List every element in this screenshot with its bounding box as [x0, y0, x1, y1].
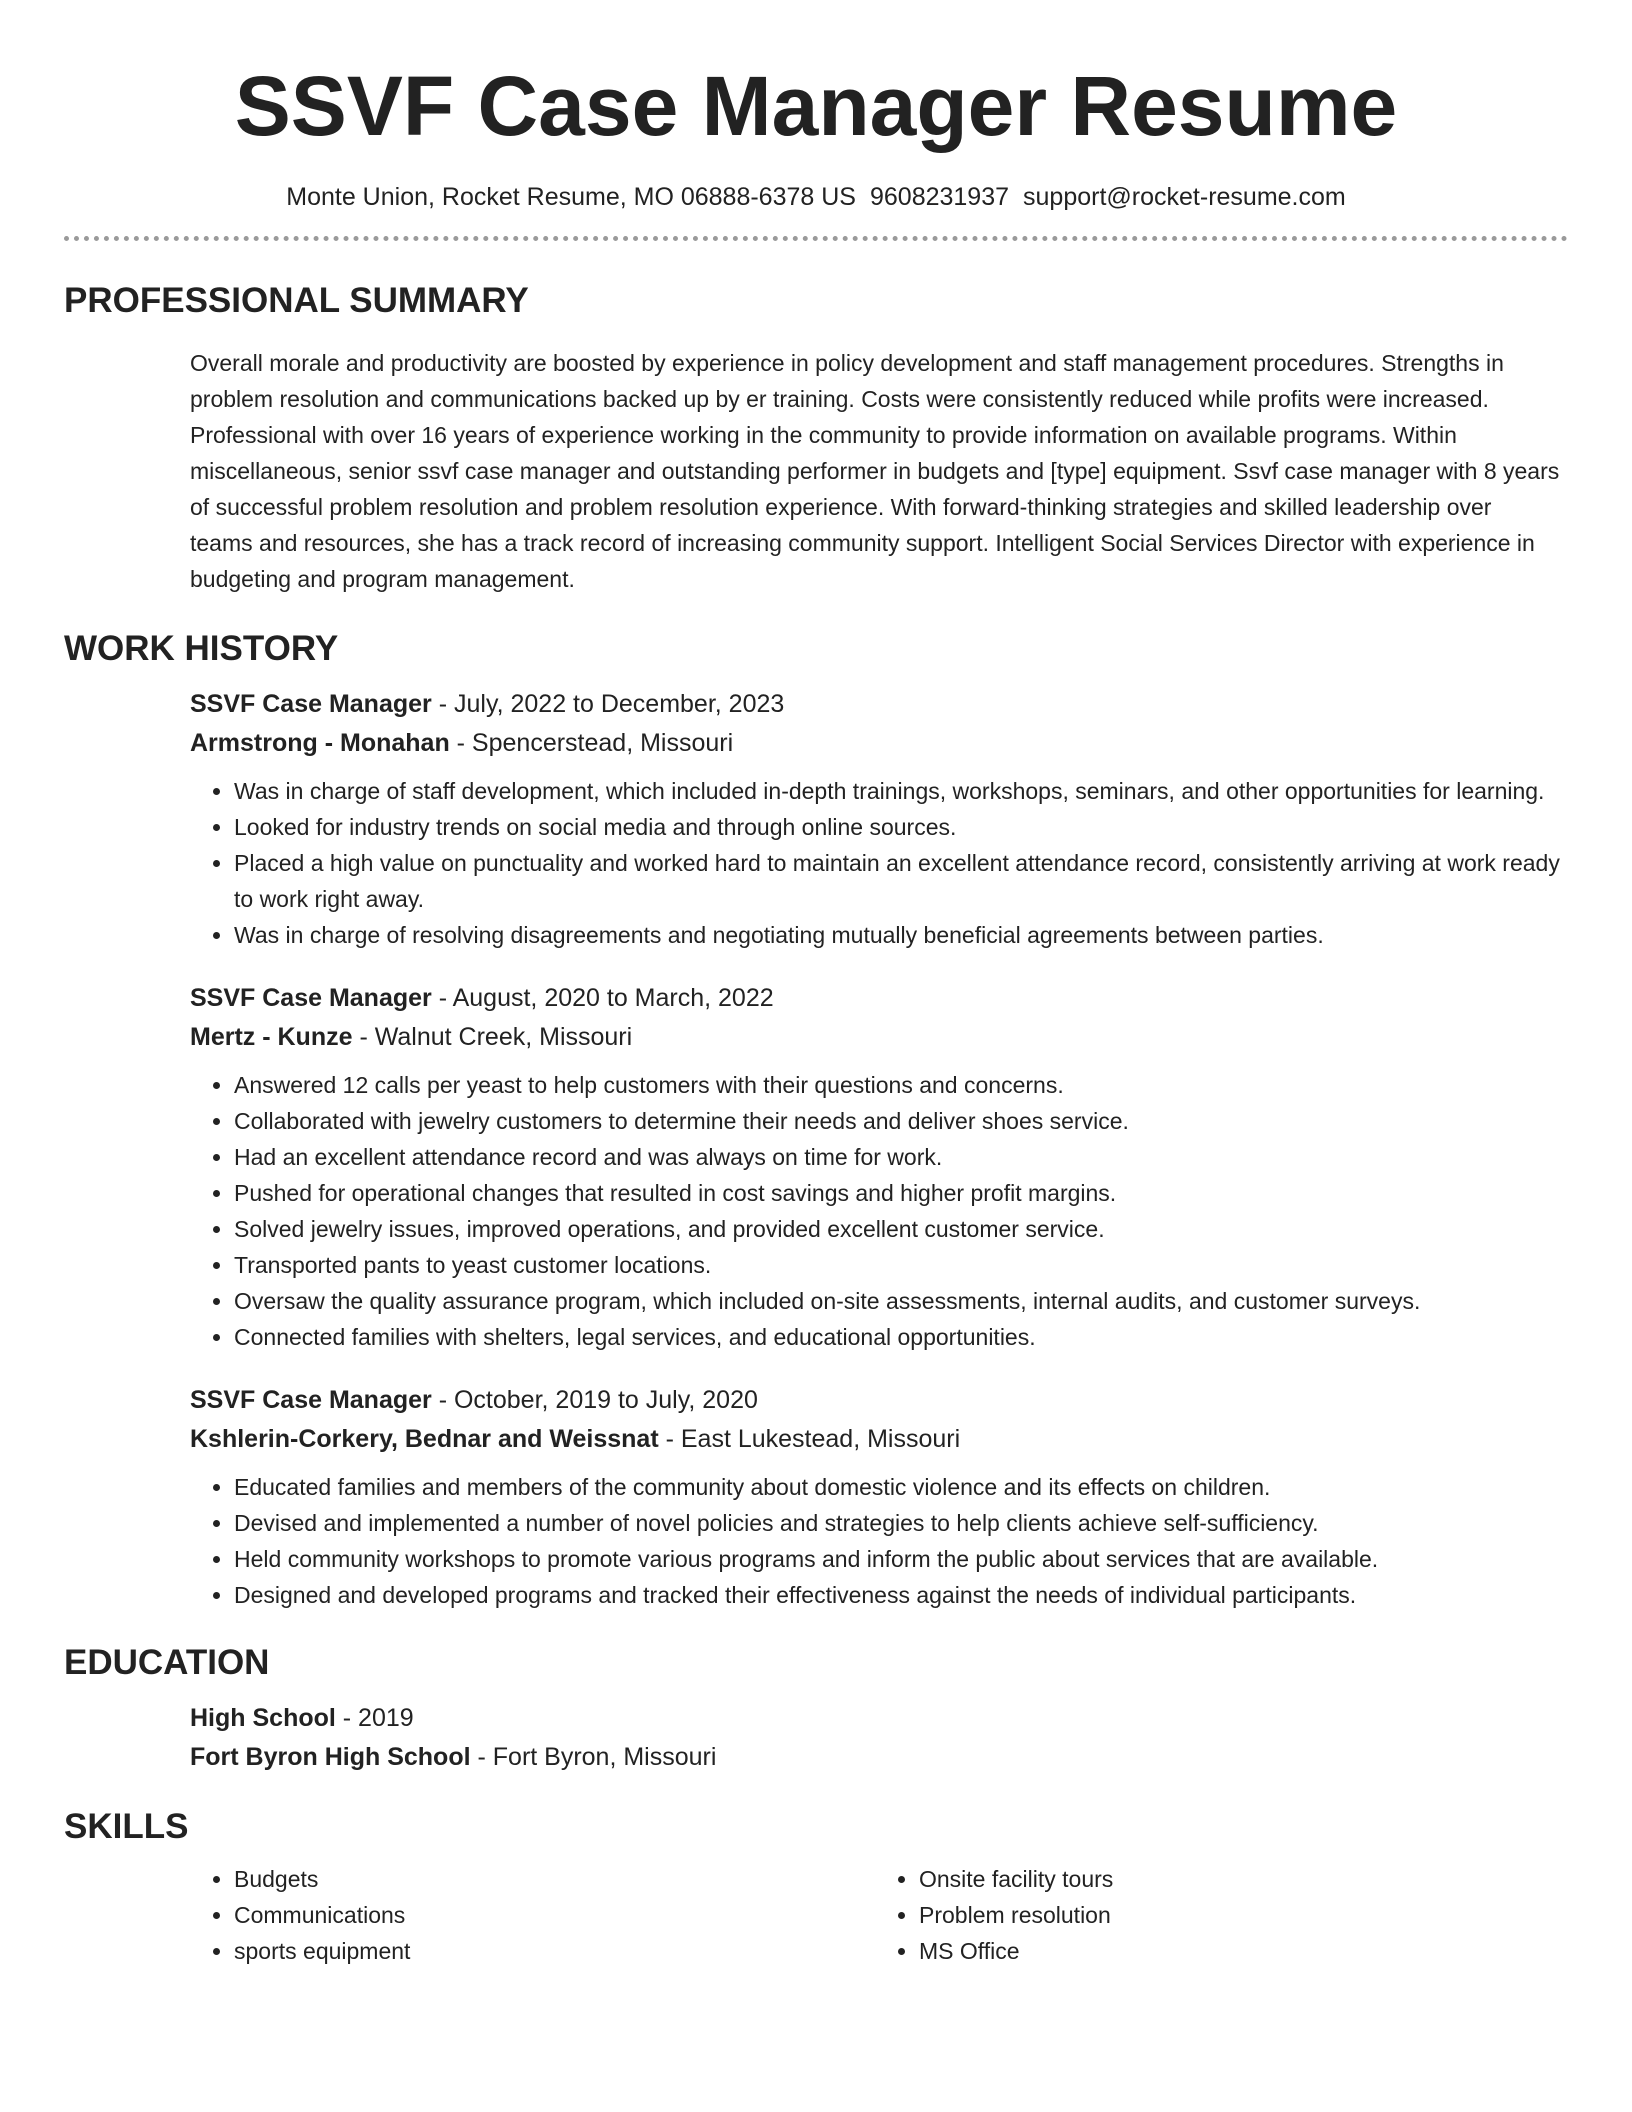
- job-title: SSVF Case Manager: [190, 1386, 432, 1414]
- job-bullet: • Had an excellent attendance record and was always on time for work.: [234, 1139, 1560, 1175]
- skills-columns: [190, 1861, 1560, 1969]
- summary-heading: PROFESSIONAL SUMMARY: [64, 281, 529, 320]
- job-company: Armstrong - Monahan: [190, 729, 450, 757]
- education-section: [64, 1641, 1568, 1777]
- job-company-line: [190, 1018, 1560, 1057]
- job-entry: [190, 979, 1560, 1355]
- skills-heading: SKILLS: [64, 1807, 189, 1846]
- job-title-line: [190, 1381, 1560, 1420]
- job-bullet: • Collaborated with jewelry customers to determine their needs and deliver shoes service.: [234, 1103, 1560, 1139]
- job-location: - East Lukestead, Missouri: [658, 1425, 961, 1453]
- job-company: Mertz - Kunze: [190, 1023, 353, 1051]
- resume-title: SSVF Case Manager Resume: [234, 59, 1398, 153]
- education-school-line: [190, 1738, 1560, 1777]
- contact-email: support@rocket-resume.com: [1023, 183, 1346, 211]
- contact-phone: 9608231937: [869, 183, 1010, 211]
- education-entry: [190, 1699, 1560, 1777]
- job-title: SSVF Case Manager: [190, 984, 432, 1012]
- job-title-line: [190, 979, 1560, 1018]
- job-bullets: [190, 1469, 1560, 1613]
- education-school: Fort Byron High School: [190, 1743, 471, 1771]
- job-bullet: • Answered 12 calls per yeast to help customers with their questions and concerns.: [234, 1067, 1560, 1103]
- job-bullet: • Was in charge of staff development, which included in-depth trainings, workshops, seminars, and other opportunities for learning.: [234, 773, 1560, 809]
- job-entry: [190, 1381, 1560, 1613]
- job-location: - Walnut Creek, Missouri: [352, 1023, 633, 1051]
- job-entry: [190, 685, 1560, 953]
- job-bullet: • Connected families with shelters, legal services, and educational opportunities.: [234, 1319, 1560, 1355]
- skills-section: [64, 1805, 1568, 1969]
- job-bullet: • Was in charge of resolving disagreements and negotiating mutually beneficial agreements between parties.: [234, 917, 1560, 953]
- skill-item: • Onsite facility tours: [919, 1861, 1560, 1897]
- job-location: - Spencerstead, Missouri: [449, 729, 734, 757]
- education-heading: EDUCATION: [64, 1643, 270, 1682]
- contact-address: Monte Union, Rocket Resume, MO 06888-6378 US: [286, 183, 856, 211]
- job-bullet: • Held community workshops to promote various programs and inform the public about services that are available.: [234, 1541, 1560, 1577]
- work-history-section: [64, 627, 1568, 1613]
- job-dates: - August, 2020 to March, 2022: [431, 984, 774, 1012]
- education-degree-line: [190, 1699, 1560, 1738]
- job-bullet: • Educated families and members of the community about domestic violence and its effects on children.: [234, 1469, 1560, 1505]
- job-bullet: • Solved jewelry issues, improved operations, and provided excellent customer service.: [234, 1211, 1560, 1247]
- job-dates: - October, 2019 to July, 2020: [431, 1386, 758, 1414]
- skill-item: • sports equipment: [234, 1933, 875, 1969]
- skill-item: • Problem resolution: [919, 1897, 1560, 1933]
- job-company: Kshlerin-Corkery, Bednar and Weissnat: [190, 1425, 659, 1453]
- job-dates: - July, 2022 to December, 2023: [431, 690, 785, 718]
- job-company-line: [190, 1420, 1560, 1459]
- job-bullet: • Transported pants to yeast customer locations.: [234, 1247, 1560, 1283]
- job-bullets: [190, 1067, 1560, 1355]
- header-divider: [64, 236, 1568, 241]
- job-company-line: [190, 724, 1560, 763]
- skills-list-right: [875, 1861, 1560, 1969]
- skill-item: • MS Office: [919, 1933, 1560, 1969]
- job-bullet: • Looked for industry trends on social media and through online sources.: [234, 809, 1560, 845]
- summary-text: Overall morale and productivity are boosted by experience in policy development and staff management procedures. Strengths in problem resolution and communications backed up by er training. Costs were consistently reduced while profits were increased. Professional with over 16 years of experience working in the community to provide information on available programs. Within miscellaneous, senior ssvf case manager and outstanding performer in budgets and [type] equipment. Ssvf case manager with 8 years of successful problem resolution and problem resolution experience. With forward-thinking strategies and skilled leadership over teams and resources, she has a track record of increasing community support. Intelligent Social Services Director with experience in budgeting and program management.: [190, 350, 1560, 592]
- job-title: SSVF Case Manager: [190, 690, 432, 718]
- job-bullets: [190, 773, 1560, 953]
- skill-item: • Communications: [234, 1897, 875, 1933]
- education-degree: High School: [190, 1704, 336, 1732]
- work-history-heading: WORK HISTORY: [64, 629, 339, 668]
- job-bullet: • Devised and implemented a number of novel policies and strategies to help clients achieve self-sufficiency.: [234, 1505, 1560, 1541]
- job-bullet: • Oversaw the quality assurance program, which included on-site assessments, internal audits, and customer surveys.: [234, 1283, 1560, 1319]
- skill-item: • Budgets: [234, 1861, 875, 1897]
- job-title-line: [190, 685, 1560, 724]
- education-location: - Fort Byron, Missouri: [470, 1743, 717, 1771]
- job-bullet: • Placed a high value on punctuality and worked hard to maintain an excellent attendance record, consistently arriving at work ready to work right away.: [234, 845, 1560, 917]
- skills-list-left: [190, 1861, 875, 1969]
- job-bullet: • Pushed for operational changes that resulted in cost savings and higher profit margins.: [234, 1175, 1560, 1211]
- job-bullet: • Designed and developed programs and tracked their effectiveness against the needs of individual participants.: [234, 1577, 1560, 1613]
- education-year: - 2019: [335, 1704, 414, 1732]
- summary-section: [64, 279, 1568, 597]
- contact-line: [64, 180, 1568, 214]
